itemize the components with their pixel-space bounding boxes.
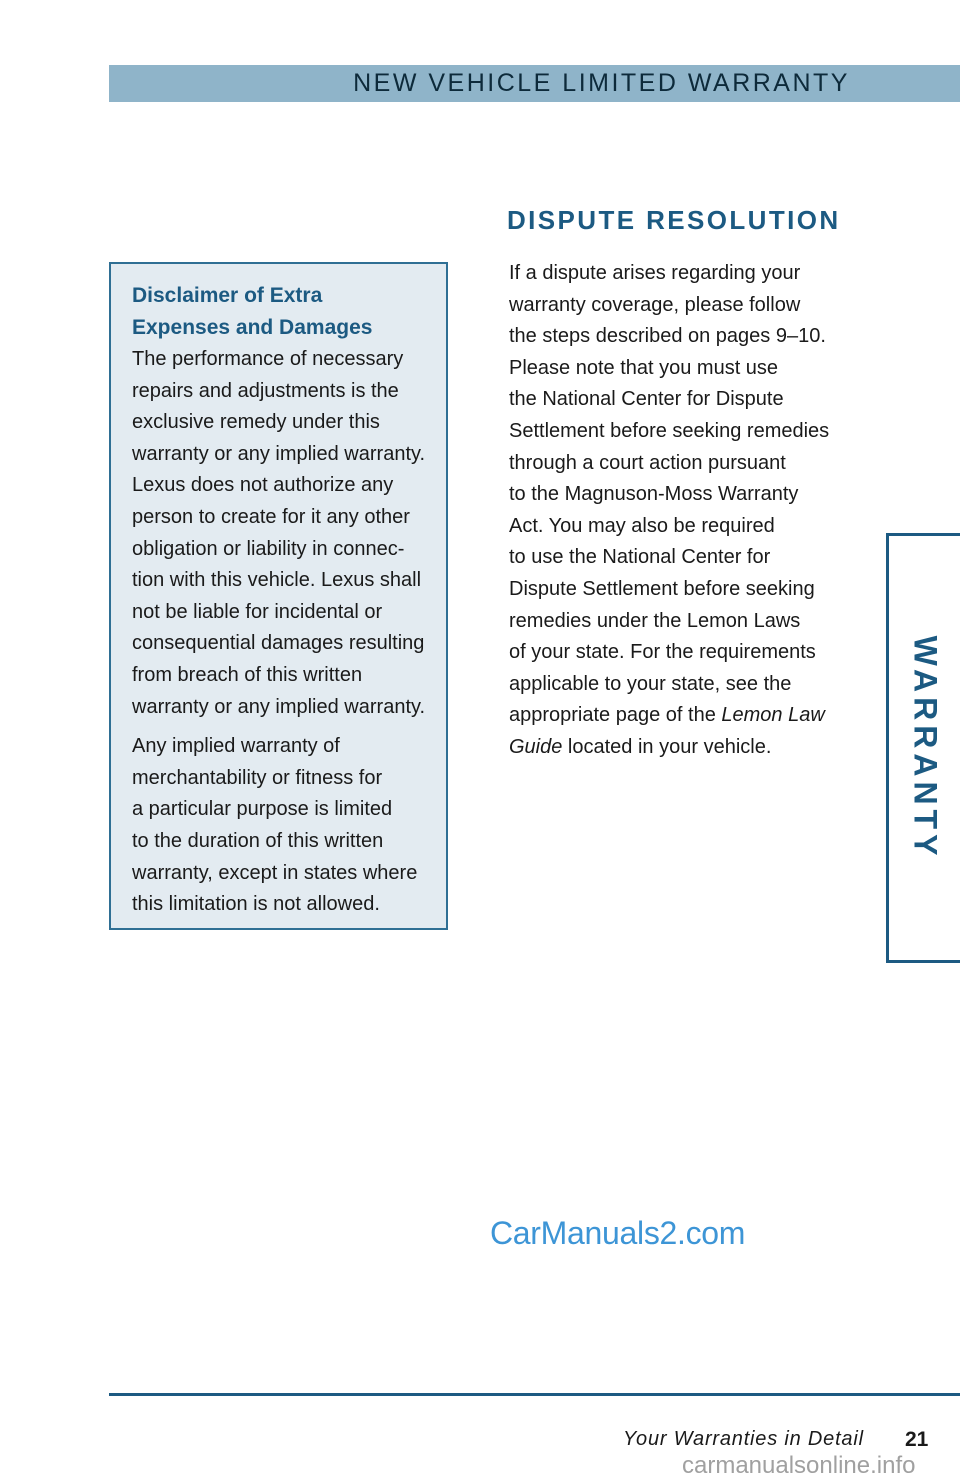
text-line: If a dispute arises regarding your [509,262,801,284]
text-line: to the duration of this written [132,829,384,852]
section-title: DISPUTE RESOLUTION [507,205,841,235]
text-line: Settlement before seeking remedies [509,419,830,442]
text-line: a particular purpose is limited [132,798,393,821]
text-line: consequential damages resulting [132,632,425,655]
text-line: located in your vehicle. [562,735,772,758]
text-line: Any implied warranty of [132,735,340,758]
disclaimer-title-line: Expenses and Damages [132,316,373,339]
text-line: exclusive remedy under this [132,411,380,434]
disclaimer-title-line: Disclaimer of Extra [132,284,323,307]
text-line: not be liable for incidental or [132,600,383,623]
header-title: NEW VEHICLE LIMITED WARRANTY [353,69,850,97]
footer-section-label: Your Warranties in Detail [623,1428,864,1450]
text-line: merchantability or fitness for [132,766,383,789]
text-line: of your state. For the requirements [509,641,816,664]
text-line: warranty or any implied warranty. [132,442,426,465]
warranty-tab-label: WARRANTY [907,635,943,861]
source-watermark: carmanualsonline.info [682,1452,916,1479]
text-line: warranty, except in states where [132,861,418,884]
text-line: Lexus does not authorize any [132,474,394,497]
warranty-section-tab [886,533,960,963]
text-line: this limitation is not allowed. [132,893,380,916]
disclaimer-box [109,262,448,930]
dispute-paragraph [509,258,839,764]
text-line: applicable to your state, see the [509,672,792,695]
lemon-law-guide-title: Guide [509,735,563,758]
dispute-resolution-body [509,258,839,764]
text-line: warranty coverage, please follow [509,293,801,316]
text-line: obligation or liability in connec- [132,537,405,560]
text-line: remedies under the Lemon Laws [509,609,801,632]
text-line: to the Magnuson-Moss Warranty [509,483,799,506]
disclaimer-title [132,280,436,344]
lemon-law-guide-title: Lemon Law [721,704,825,727]
text-line: Please note that you must use [509,356,779,379]
header-bar [109,65,960,102]
text-line: the steps described on pages 9–10. [509,325,826,348]
text-line: warranty or any implied warranty. [132,695,426,718]
text-line: repairs and adjustments is the [132,379,399,402]
text-line: the National Center for Dispute [509,388,784,411]
text-line: from breach of this written [132,663,363,686]
text-line: appropriate page of the [509,704,722,727]
text-line: Act. You may also be required [509,514,775,537]
carmanuals-watermark: CarManuals2.com [490,1215,746,1251]
disclaimer-paragraph [132,344,436,723]
text-line: person to create for it any other [132,505,410,528]
page-number: 21 [905,1428,929,1451]
text-line: Dispute Settlement before seeking [509,577,815,600]
disclaimer-paragraph [132,731,436,921]
text-line: to use the National Center for [509,546,771,569]
text-line: tion with this vehicle. Lexus shall [132,569,422,592]
text-line: through a court action pursuant [509,451,786,474]
text-line: The performance of necessary [132,348,404,370]
footer-rule [109,1393,960,1396]
